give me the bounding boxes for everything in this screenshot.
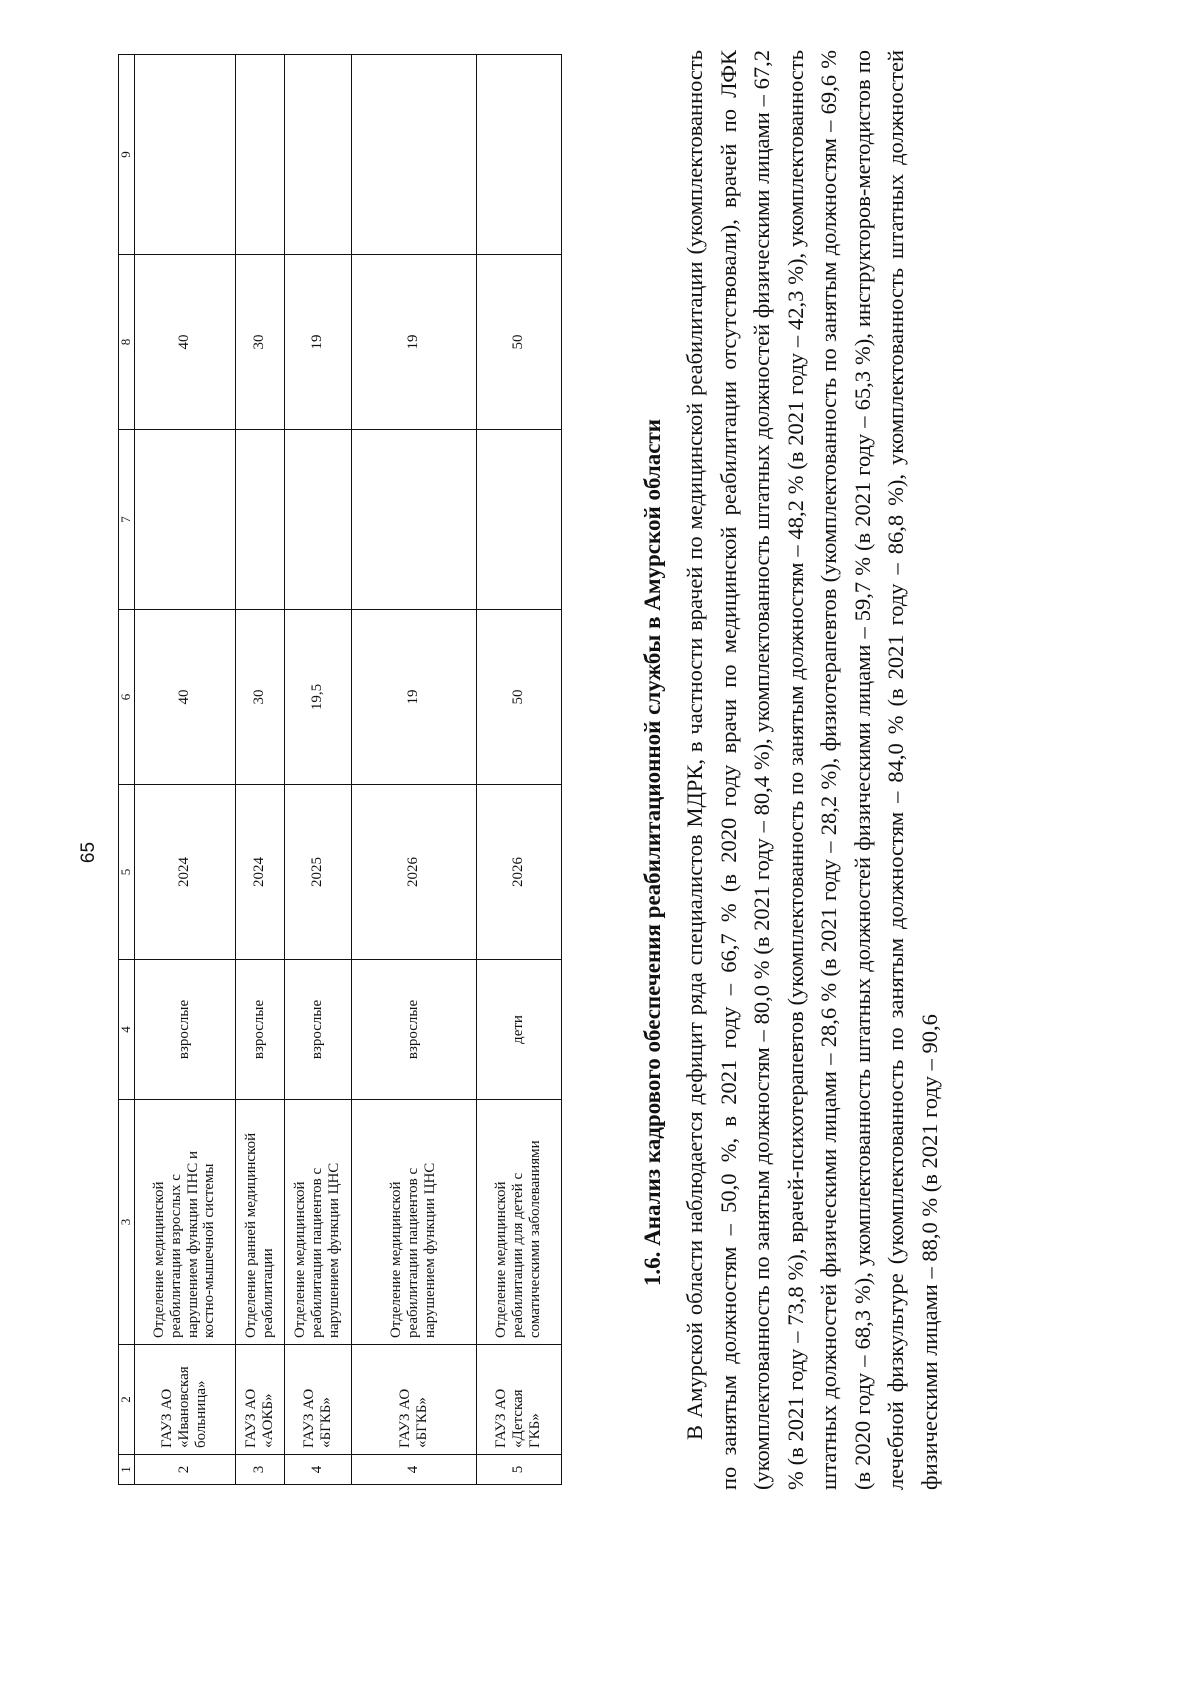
header-cell: 8 [119,255,135,430]
institution-cell: ГАУЗ АО «БГКБ» [284,1345,351,1455]
table-row [235,55,284,1485]
value-cell: 50 [476,610,561,785]
page-number: 65 [78,841,99,864]
header-cell: 6 [119,610,135,785]
rehab-departments-table-wrap [118,55,562,1485]
value-cell [134,55,235,255]
table-row [134,55,235,1485]
value-cell: 19 [284,255,351,430]
header-cell: 3 [119,1100,135,1345]
row-number-cell: 2 [134,1455,235,1485]
table-row [351,55,476,1485]
value-cell [476,55,561,255]
value-cell [134,430,235,610]
rehab-departments-table [118,54,562,1485]
value-cell [235,430,284,610]
year-cell: 2026 [351,785,476,960]
value-cell: 50 [476,255,561,430]
value-cell: 19 [351,255,476,430]
institution-cell: ГАУЗ АО «Ивановская больница» [134,1345,235,1455]
department-cell: Отделение медицинской реабилитации для детей с соматическими заболеваниями [476,1100,561,1345]
value-cell [351,55,476,255]
value-cell [476,430,561,610]
value-cell: 30 [235,255,284,430]
header-cell: 7 [119,430,135,610]
patient-group-cell: взрослые [284,960,351,1100]
table-row [284,55,351,1485]
institution-cell: ГАУЗ АО «БГКБ» [351,1345,476,1455]
header-cell: 1 [119,1455,135,1485]
value-cell: 40 [134,255,235,430]
header-cell: 4 [119,960,135,1100]
department-cell: Отделение медицинской реабилитации взрослых с нарушением функции ПНС и костно-мышечной системы [134,1100,235,1345]
value-cell: 40 [134,610,235,785]
patient-group-cell: дети [476,960,561,1100]
section-title: 1.6. Анализ кадрового обеспечения реабилитационной службы в Амурской области [640,418,665,1287]
patient-group-cell: взрослые [134,960,235,1100]
header-cell: 9 [119,55,135,255]
institution-cell: ГАУЗ АО «Детская ГКБ» [476,1345,561,1455]
value-cell: 19,5 [284,610,351,785]
value-cell: 19 [351,610,476,785]
row-number-cell: 4 [284,1455,351,1485]
year-cell: 2026 [476,785,561,960]
value-cell: 30 [235,610,284,785]
row-number-cell: 3 [235,1455,284,1485]
section-paragraph: В Амурской области наблюдается дефицит ряда специалистов МДРК, в частности врачей по медицинской реабилитации (укомплектованность по занятым должностям – 50,0 %, в 2021 году – 66,7 % (в 2020 году врачи по медицинской реабилитации отсутствовали), врачей по ЛФК (укомплектованность по занятым должностям – 80,0 % (в 2021 году – 80,4 %), укомплектованность штатных должностей физическими лицами – 67,2 % (в 2021 году – 73,8 %), врачей-психотерапевтов (укомплектованность по занятым должностям – 48,2 % (в 2021 году – 42,3 %), укомплектованность штатных должностей физическими лицами – 28,6 % (в 2021 году – 28,2 %), физиотерапевтов (укомплектованность по занятым должностям – 69,6 % (в 2020 году – 68,3 %), укомплектованность штатных должностей физическими лицами – 59,7 % (в 2021 году – 65,3 %), инструкторов-методистов по лечебной физкультуре (укомплектованность по занятым должностям – 84,0 % (в 2021 году – 86,8 %), укомплектованность штатных должностей физическими лицами – 88,0 % (в 2021 году – 90,6 [682,50,942,1490]
value-cell [235,55,284,255]
table-row [476,55,561,1485]
value-cell [284,55,351,255]
header-cell: 2 [119,1345,135,1455]
year-cell: 2025 [284,785,351,960]
value-cell [351,430,476,610]
year-cell: 2024 [235,785,284,960]
institution-cell: ГАУЗ АО «АОКБ» [235,1345,284,1455]
department-cell: Отделение медицинской реабилитации пациентов с нарушением функции ЦНС [351,1100,476,1345]
patient-group-cell: взрослые [235,960,284,1100]
department-cell: Отделение медицинской реабилитации пациентов с нарушением функции ЦНС [284,1100,351,1345]
table-header-row [119,55,135,1485]
row-number-cell: 5 [476,1455,561,1485]
department-cell: Отделение ранней медицинской реабилитации [235,1100,284,1345]
row-number-cell: 4 [351,1455,476,1485]
value-cell [284,430,351,610]
header-cell: 5 [119,785,135,960]
patient-group-cell: взрослые [351,960,476,1100]
year-cell: 2024 [134,785,235,960]
